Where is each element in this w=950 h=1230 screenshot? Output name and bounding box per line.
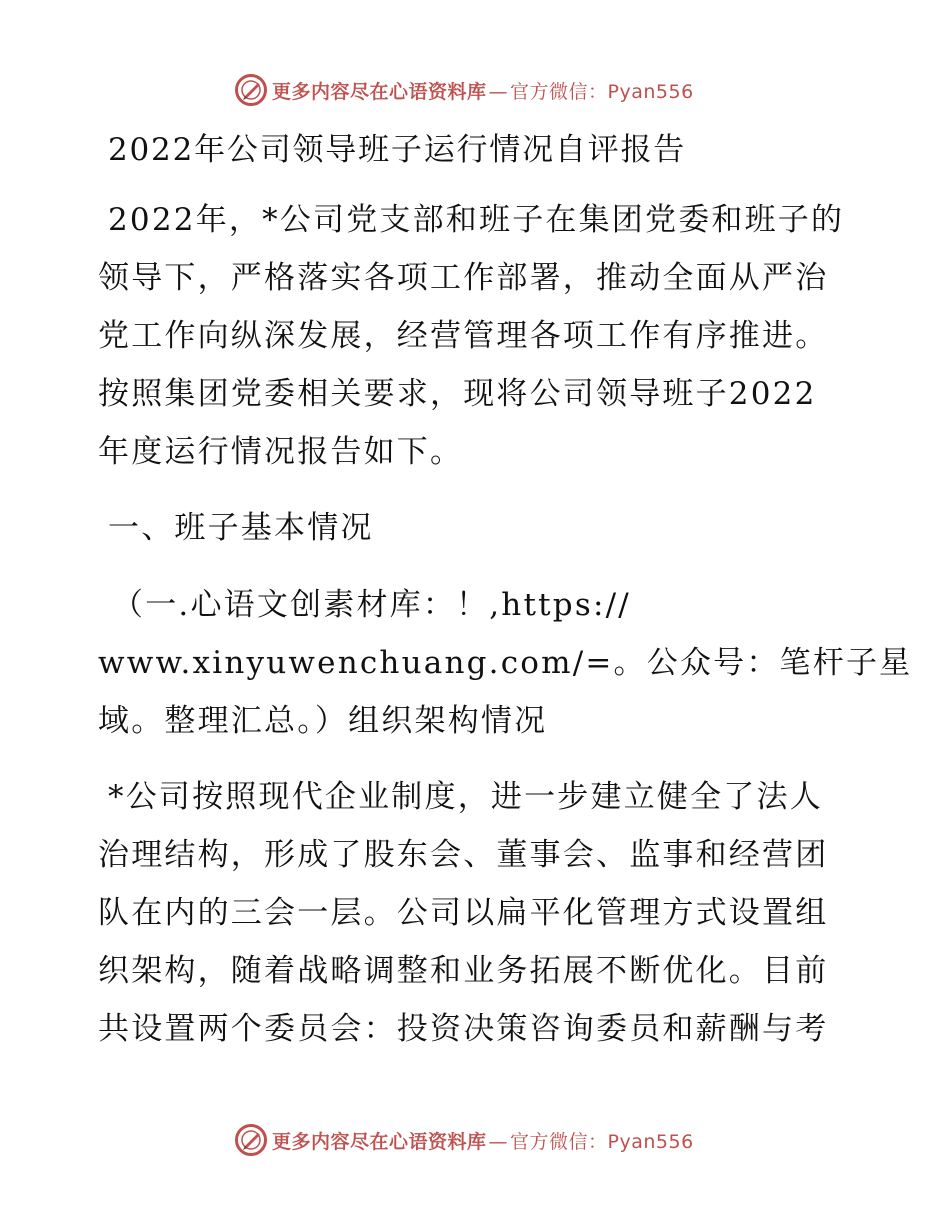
subsection-line: www.xinyuwenchuang.com/=。公众号：笔杆子星: [98, 645, 913, 681]
subsection-line: （一.心语文创素材库：！,https://: [112, 587, 631, 623]
subsection-line: 域。整理汇总。）组织架构情况: [98, 703, 548, 739]
paragraph-line: 党工作向纵深发展，经营管理各项工作有序推进。: [98, 318, 829, 354]
paragraph-line: 治理结构，形成了股东会、董事会、监事和经营团: [98, 837, 829, 873]
pen-logo-icon: [234, 73, 268, 107]
section-heading: 一、班子基本情况: [108, 510, 374, 546]
watermark-text: 更多内容尽在心语资料库 — 官方微信：Pyan556: [272, 80, 694, 103]
document-title: 2022年公司领导班子运行情况自评报告: [108, 132, 687, 168]
paragraph-line: 领导下，严格落实各项工作部署，推动全面从严治: [98, 260, 829, 296]
paragraph-line: 织架构，随着战略调整和业务拓展不断优化。目前: [98, 953, 829, 989]
paragraph-line: 年度运行情况报告如下。: [98, 434, 464, 470]
footer-watermark: [234, 1123, 694, 1157]
watermark-text: 更多内容尽在心语资料库 — 官方微信：Pyan556: [272, 1130, 694, 1153]
paragraph-line: 队在内的三会一层。公司以扁平化管理方式设置组: [98, 895, 829, 931]
pen-logo-icon: [234, 1123, 268, 1157]
paragraph-line: 2022年，*公司党支部和班子在集团党委和班子的: [108, 202, 845, 238]
header-watermark: [234, 73, 694, 107]
paragraph-line: 共设置两个委员会：投资决策咨询委员和薪酬与考: [98, 1011, 829, 1047]
paragraph-line: 按照集团党委相关要求，现将公司领导班子2022: [98, 376, 817, 412]
paragraph-line: *公司按照现代企业制度，进一步建立健全了法人: [108, 779, 823, 815]
